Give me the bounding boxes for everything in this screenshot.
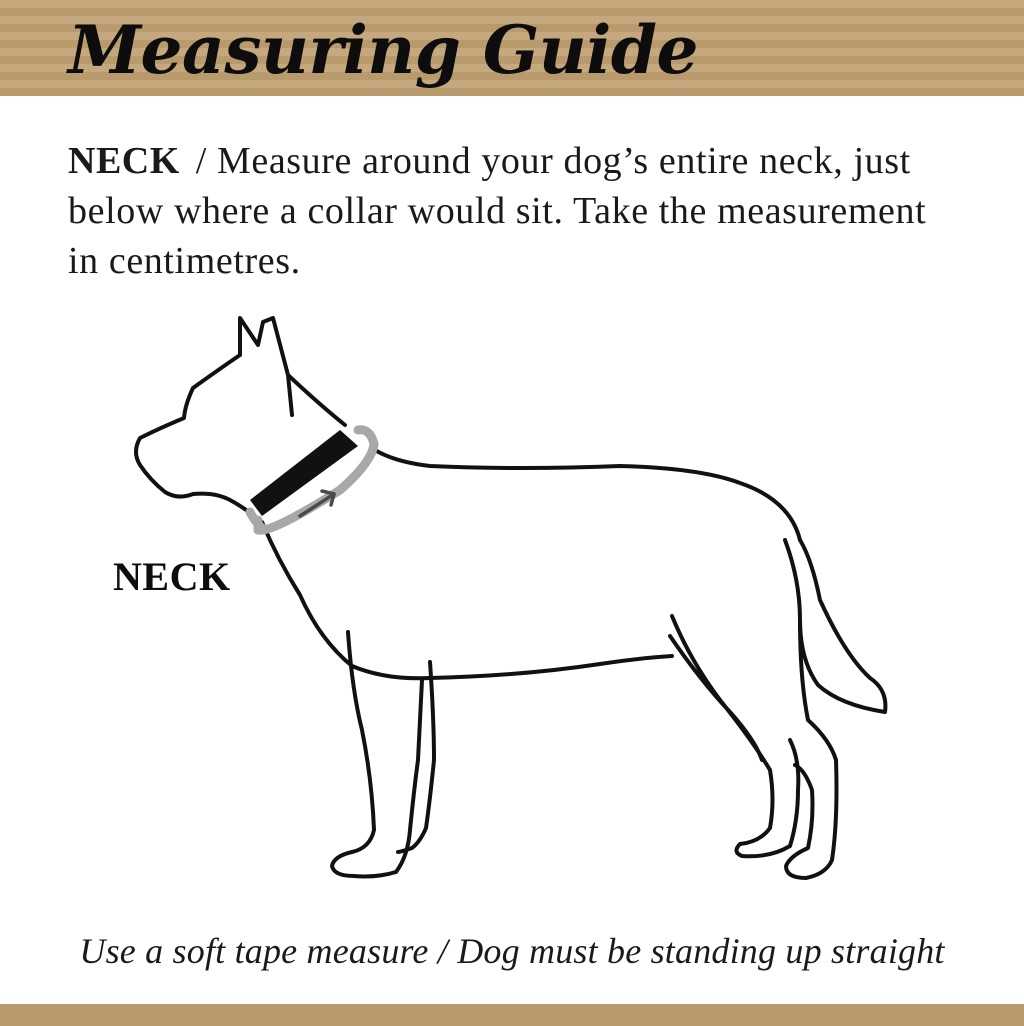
- collar-band: [250, 430, 358, 516]
- page-title: Measuring Guide: [68, 11, 698, 89]
- footer-note: Use a soft tape measure / Dog must be standing up straight: [79, 931, 945, 971]
- dog-back-outline: [375, 450, 800, 540]
- dog-front-legs-outline: [332, 632, 434, 877]
- instruction-text: Measure around your dog’s entire neck, just below where a collar would sit. Take the measurement in centimetres.: [68, 140, 927, 282]
- measuring-tape-inner: [250, 512, 262, 528]
- footer-band: [0, 1004, 1024, 1026]
- neck-instructions: [68, 136, 958, 286]
- dog-belly-outline: [352, 656, 672, 678]
- instruction-label: NECK: [68, 140, 180, 182]
- instruction-separator: /: [195, 140, 207, 182]
- dog-head-outline: [136, 318, 352, 666]
- dog-rear-legs-outline: [670, 616, 837, 878]
- neck-callout-label: NECK: [113, 554, 231, 599]
